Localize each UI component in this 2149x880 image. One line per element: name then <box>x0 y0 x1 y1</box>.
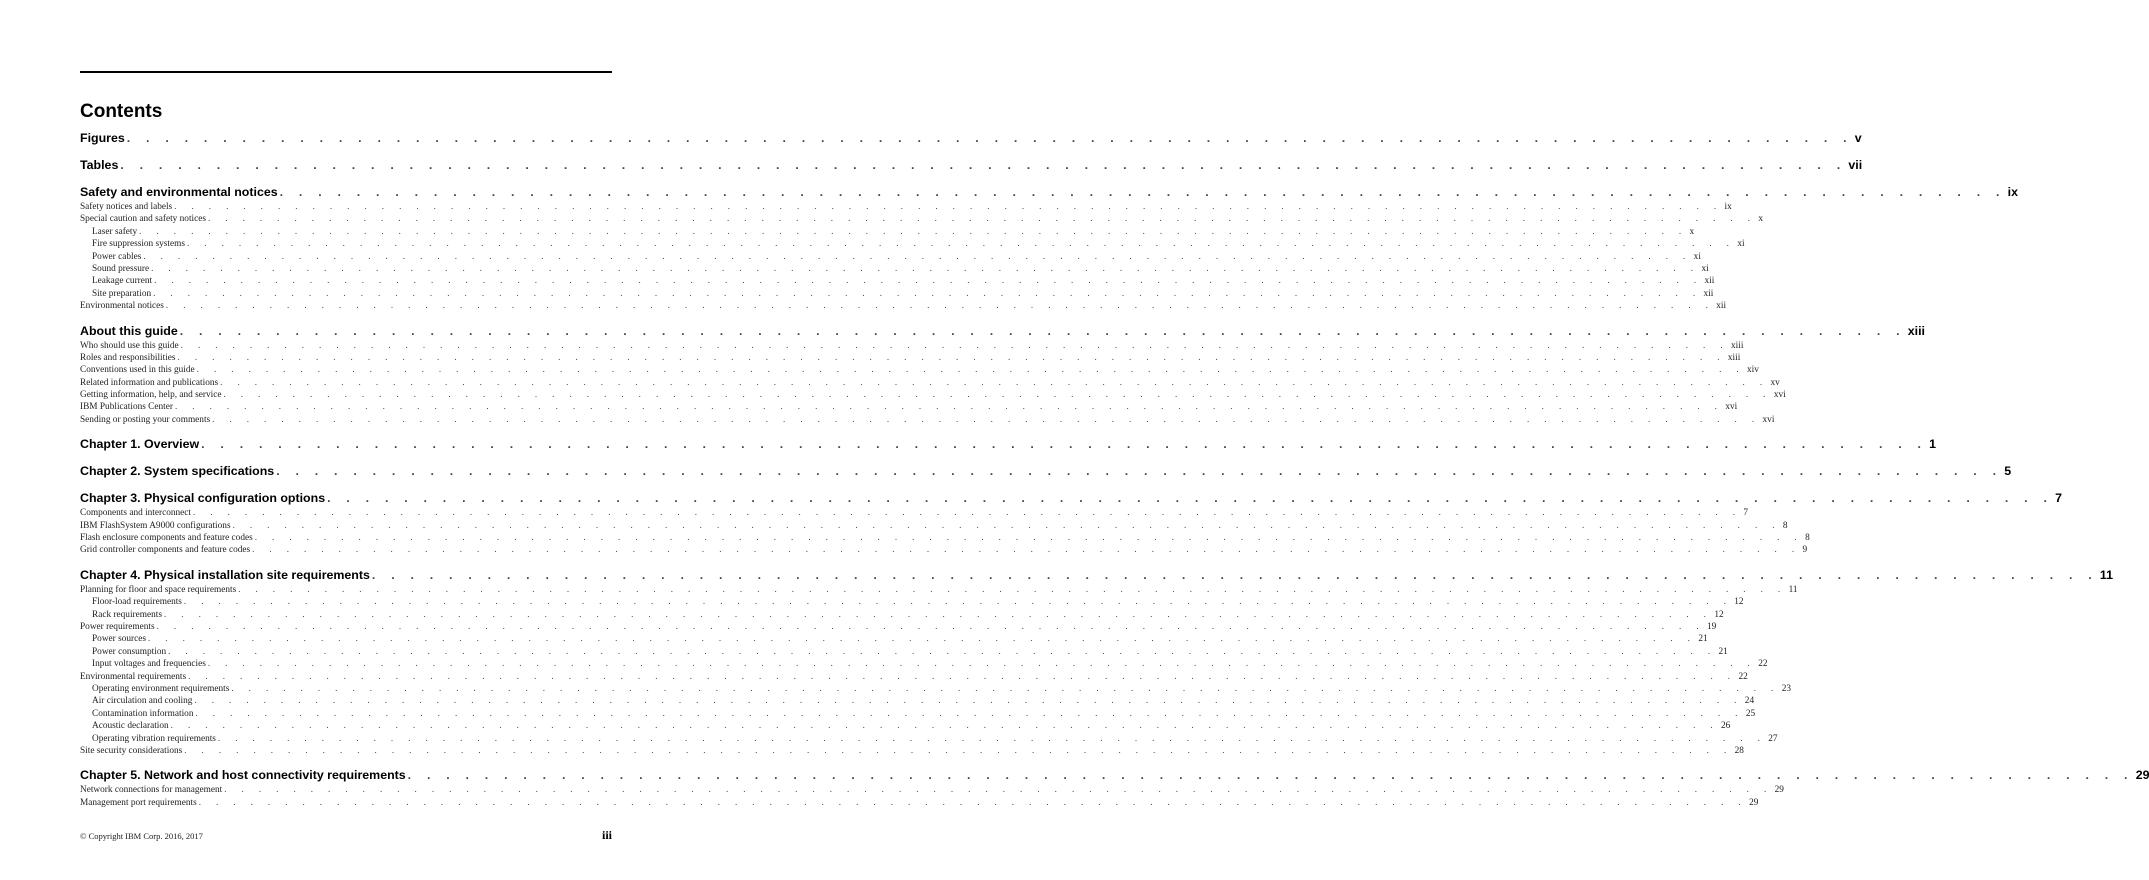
toc-entry-label: Network connections for management <box>80 785 223 796</box>
toc-entry-page: 11 <box>2099 567 2114 582</box>
toc-section-entry[interactable] <box>80 695 1755 707</box>
toc-entry-page: xvi <box>1762 414 1775 425</box>
toc-entry-label: Site preparation <box>92 288 152 299</box>
toc-entry-label: Floor-load requirements <box>92 597 182 608</box>
toc-entry-page: 7 <box>2055 491 2063 506</box>
toc-entry-page: 27 <box>1768 733 1778 744</box>
toc-entry-page: xi <box>1737 239 1745 250</box>
toc-entry-label: Flash enclosure components and feature codes <box>80 533 253 544</box>
toc-dot-leader: . . . . . . . . . . . . . . . . . . . . . . . . . . . . . . . . . . . . . . . . . . . . . . . . . . . . . . . . . . . . . . . . . . . . . . . . . . . . . . . . . . . . . . . . . . <box>177 351 1726 362</box>
toc-entry-page: 29 <box>2135 768 2149 783</box>
toc-section-entry[interactable] <box>80 645 1728 658</box>
toc-entry-label: Acoustic declaration <box>92 721 169 732</box>
toc-dot-leader: . . . . . . . . . . . . . . . . . . . . . . . . . . . . . . . . . . . . . . . . . . . . . . . . . . . . . . . . . . . . . . . . . . . . . . . . . . . . . . . . . . . . . . . . . . <box>153 287 1702 298</box>
toc-dot-leader: . . . . . . . . . . . . . . . . . . . . . . . . . . . . . . . . . . . . . . . . . . . . . . . . . . . . . . . . . . . . . . . . . . . . . . . . . . . . . . . . . . . . . . . . . . <box>223 389 1772 400</box>
toc-entry-label: Sending or posting your comments <box>80 414 211 425</box>
toc-entry-page: 9 <box>1802 545 1808 556</box>
toc-dot-leader: . . . . . . . . . . . . . . . . . . . . . . . . . . . . . . . . . . . . . . . . . . . . . . . . . . . . . . . . . . . . . . . . . . . . . . . . . . . . . . . . . . . . . . . . . . <box>174 201 1723 211</box>
toc-entry-label: Operating environment requirements <box>92 683 230 694</box>
toc-entry-page: xiii <box>1731 340 1744 351</box>
toc-entry-label: Power requirements <box>80 621 155 632</box>
toc-entry-page: v <box>1854 131 1862 145</box>
toc-chapter-entry[interactable] <box>80 464 2012 480</box>
toc-entry-page: 29 <box>1774 785 1784 796</box>
toc-entry-page: xiv <box>1747 365 1759 376</box>
toc-section-entry[interactable] <box>80 620 1717 633</box>
toc-dot-leader: . . . . . . . . . . . . . . . . . . . . . . . . . . . . . . . . . . . . . . . . . . . . . . . . . . . . . . . . . . . . . . . . . . . . . . . . . . . . . . . . . . . . . . . . . . <box>207 213 1757 224</box>
toc-section-entry[interactable] <box>80 339 1744 352</box>
toc-entry-page: 22 <box>1738 671 1748 682</box>
toc-entry-page: 28 <box>1734 745 1744 756</box>
toc-entry-label: Special caution and safety notices <box>80 214 206 225</box>
toc-entry-label: Figures <box>80 131 125 145</box>
toc-chapter-entry[interactable] <box>80 323 1925 340</box>
toc-dot-leader: . . . . . . . . . . . . . . . . . . . . . . . . . . . . . . . . . . . . . . . . . . . . . . . . . . . . . . . . . . . . . . . . . . . . . . . . . . . . . . . . . . . . . . . . . . <box>198 796 1748 807</box>
toc-section-entry[interactable] <box>80 596 1744 608</box>
toc-section-entry[interactable] <box>80 670 1748 683</box>
toc-chapter-entry[interactable] <box>80 768 2149 784</box>
toc-dot-leader: . . . . . . . . . . . . . . . . . . . . . . . . . . . . . . . . . . . . . . . . . . . . . . . . . . . . . . . . . . . . . . . . . . . . . . . . . . . . . . . . . . . . . . . . . . <box>252 544 1801 555</box>
toc-section-entry[interactable] <box>80 519 1788 532</box>
toc-dot-leader: . . . . . . . . . . . . . . . . . . . . . . . . . . . . . . . . . . . . . . . . . . . . . . . . . . . . . . . . . . . . . . . . . . . . . . . . . . . . . . . . . . . . . . . . . . <box>120 158 1847 172</box>
toc-entry-page: vii <box>1848 158 1863 172</box>
toc-entry-label: Conventions used in this guide <box>80 365 195 376</box>
toc-section-entry[interactable] <box>80 364 1759 376</box>
toc-entry-page: 8 <box>1805 533 1810 544</box>
toc-entry-page: ix <box>1724 202 1732 212</box>
toc-entry-label: Who should use this guide <box>80 340 179 351</box>
toc-entry-page: 5 <box>2004 464 2012 479</box>
toc-section-entry[interactable] <box>80 532 1810 544</box>
toc-entry-page: 21 <box>1718 646 1728 657</box>
toc-entry-label: Power cables <box>92 251 142 262</box>
toc-dot-leader: . . . . . . . . . . . . . . . . . . . . . . . . . . . . . . . . . . . . . . . . . . . . . . . . . . . . . . . . . . . . . . . . . . . . . . . . . . . . . . . . . . . . . . . . . . <box>139 225 1688 236</box>
toc-dot-leader: . . . . . . . . . . . . . . . . . . . . . . . . . . . . . . . . . . . . . . . . . . . . . . . . . . . . . . . . . . . . . . . . . . . . . . . . . . . . . . . . . . . . . . . . . . <box>217 732 1767 743</box>
page-title: Contents <box>80 101 163 122</box>
toc-section-entry[interactable] <box>80 507 1749 519</box>
toc-entry-page: xvi <box>1773 390 1786 401</box>
toc-dot-leader: . . . . . . . . . . . . . . . . . . . . . . . . . . . . . . . . . . . . . . . . . . . . . . . . . . . . . . . . . . . . . . . . . . . . . . . . . . . . . . . . . . . . . . . . . . <box>188 670 1737 681</box>
toc-entry-page: xiii <box>1727 352 1741 363</box>
toc-section-entry[interactable] <box>80 389 1786 401</box>
toc-section-entry[interactable] <box>80 262 1709 275</box>
toc-dot-leader: . . . . . . . . . . . . . . . . . . . . . . . . . . . . . . . . . . . . . . . . . . . . . . . . . . . . . . . . . . . . . . . . . . . . . . . . . . . . . . . . . . . . . . . . . . <box>327 491 2054 506</box>
toc-dot-leader: . . . . . . . . . . . . . . . . . . . . . . . . . . . . . . . . . . . . . . . . . . . . . . . . . . . . . . . . . . . . . . . . . . . . . . . . . . . . . . . . . . . . . . . . . . <box>276 464 2003 479</box>
toc-entry-page: xi <box>1693 251 1701 262</box>
toc-entry-page: 12 <box>1734 597 1744 608</box>
toc-entry-page: xv <box>1770 377 1780 388</box>
toc-dot-leader: . . . . . . . . . . . . . . . . . . . . . . . . . . . . . . . . . . . . . . . . . . . . . . . . . . . . . . . . . . . . . . . . . . . . . . . . . . . . . . . . . . . . . . . . . . <box>126 131 1853 145</box>
toc-entry-page: 26 <box>1721 721 1731 732</box>
toc-entry-page: xi <box>1701 263 1709 274</box>
toc-entry-label: Site security considerations <box>80 745 183 756</box>
toc-dot-leader: . . . . . . . . . . . . . . . . . . . . . . . . . . . . . . . . . . . . . . . . . . . . . . . . . . . . . . . . . . . . . . . . . . . . . . . . . . . . . . . . . . . . . . . . . . <box>165 300 1715 311</box>
toc-dot-leader: . . . . . . . . . . . . . . . . . . . . . . . . . . . . . . . . . . . . . . . . . . . . . . . . . . . . . . . . . . . . . . . . . . . . . . . . . . . . . . . . . . . . . . . . . . <box>179 323 1906 338</box>
toc-entry-page: 21 <box>1698 634 1708 645</box>
toc-entry-label: Chapter 4. Physical installation site requirements <box>80 567 370 582</box>
toc-entry-label: IBM FlashSystem A9000 configurations <box>80 520 231 531</box>
toc-entry-label: Safety and environmental notices <box>80 185 278 199</box>
toc-entry-page: xii <box>1704 276 1715 287</box>
toc-entry-label: Input voltages and frequencies <box>92 659 206 670</box>
toc-entry-label: Environmental notices <box>80 301 164 312</box>
toc-entry-page: 19 <box>1706 621 1717 632</box>
toc-entry-page: xvi <box>1725 402 1738 413</box>
toc-dot-leader: . . . . . . . . . . . . . . . . . . . . . . . . . . . . . . . . . . . . . . . . . . . . . . . . . . . . . . . . . . . . . . . . . . . . . . . . . . . . . . . . . . . . . . . . . . <box>232 519 1781 530</box>
toc-entry-label: Contamination information <box>92 708 194 719</box>
toc-section-entry[interactable] <box>80 544 1808 556</box>
toc-dot-leader: . . . . . . . . . . . . . . . . . . . . . . . . . . . . . . . . . . . . . . . . . . . . . . . . . . . . . . . . . . . . . . . . . . . . . . . . . . . . . . . . . . . . . . . . . . <box>174 401 1724 412</box>
toc-section-entry[interactable] <box>80 201 1732 213</box>
toc-dot-leader: . . . . . . . . . . . . . . . . . . . . . . . . . . . . . . . . . . . . . . . . . . . . . . . . . . . . . . . . . . . . . . . . . . . . . . . . . . . . . . . . . . . . . . . . . . <box>147 633 1697 644</box>
toc-dot-leader: . . . . . . . . . . . . . . . . . . . . . . . . . . . . . . . . . . . . . . . . . . . . . . . . . . . . . . . . . . . . . . . . . . . . . . . . . . . . . . . . . . . . . . . . . . <box>238 583 1787 594</box>
toc-section-entry[interactable] <box>80 583 1798 596</box>
toc-dot-leader: . . . . . . . . . . . . . . . . . . . . . . . . . . . . . . . . . . . . . . . . . . . . . . . . . . . . . . . . . . . . . . . . . . . . . . . . . . . . . . . . . . . . . . . . . . <box>184 744 1733 755</box>
toc-dot-leader: . . . . . . . . . . . . . . . . . . . . . . . . . . . . . . . . . . . . . . . . . . . . . . . . . . . . . . . . . . . . . . . . . . . . . . . . . . . . . . . . . . . . . . . . . . <box>183 596 1733 607</box>
toc-entry-label: Chapter 1. Overview <box>80 437 200 452</box>
toc-section-entry[interactable] <box>80 720 1731 732</box>
toc-chapter-entry[interactable] <box>80 158 1863 174</box>
toc-section-entry[interactable] <box>80 351 1741 364</box>
toc-dot-leader: . . . . . . . . . . . . . . . . . . . . . . . . . . . . . . . . . . . . . . . . . . . . . . . . . . . . . . . . . . . . . . . . . . . . . . . . . . . . . . . . . . . . . . . . . . <box>154 275 1703 286</box>
toc-dot-leader: . . . . . . . . . . . . . . . . . . . . . . . . . . . . . . . . . . . . . . . . . . . . . . . . . . . . . . . . . . . . . . . . . . . . . . . . . . . . . . . . . . . . . . . . . . <box>220 376 1769 387</box>
toc-entry-page: 12 <box>1714 609 1724 620</box>
toc-entry-page: xii <box>1716 301 1727 312</box>
toc-entry-label: Laser safety <box>92 226 138 237</box>
toc-entry-page: x <box>1758 214 1763 225</box>
toc-dot-leader: . . . . . . . . . . . . . . . . . . . . . . . . . . . . . . . . . . . . . . . . . . . . . . . . . . . . . . . . . . . . . . . . . . . . . . . . . . . . . . . . . . . . . . . . . . <box>212 413 1761 424</box>
toc-entry-label: Components and interconnect <box>80 508 192 519</box>
toc-entry-label: Chapter 5. Network and host connectivity requirements <box>80 768 406 783</box>
toc-section-entry[interactable] <box>80 238 1745 250</box>
toc-entry-label: Power sources <box>92 634 146 645</box>
toc-entry-page: ix <box>2007 185 2018 199</box>
toc-entry-page: xii <box>1703 288 1714 299</box>
toc-dot-leader: . . . . . . . . . . . . . . . . . . . . . . . . . . . . . . . . . . . . . . . . . . . . . . . . . . . . . . . . . . . . . . . . . . . . . . . . . . . . . . . . . . . . . . . . . . <box>156 620 1705 631</box>
toc-entry-page: 1 <box>1929 437 1937 452</box>
toc-dot-leader: . . . . . . . . . . . . . . . . . . . . . . . . . . . . . . . . . . . . . . . . . . . . . . . . . . . . . . . . . . . . . . . . . . . . . . . . . . . . . . . . . . . . . . . . . . <box>143 250 1692 261</box>
toc-entry-page: x <box>1689 226 1695 237</box>
toc-chapter-entry[interactable] <box>80 131 1862 147</box>
toc-entry-label: Fire suppression systems <box>92 239 185 250</box>
toc-section-entry[interactable] <box>80 401 1738 413</box>
toc-dot-leader: . . . . . . . . . . . . . . . . . . . . . . . . . . . . . . . . . . . . . . . . . . . . . . . . . . . . . . . . . . . . . . . . . . . . . . . . . . . . . . . . . . . . . . . . . . <box>279 185 2006 199</box>
toc-entry-label: Air circulation and cooling <box>92 696 193 707</box>
toc-section-entry[interactable] <box>80 732 1778 745</box>
toc-dot-leader: . . . . . . . . . . . . . . . . . . . . . . . . . . . . . . . . . . . . . . . . . . . . . . . . . . . . . . . . . . . . . . . . . . . . . . . . . . . . . . . . . . . . . . . . . . <box>151 262 1700 273</box>
toc-entry-page: 23 <box>1781 683 1791 694</box>
toc-entry-label: Planning for floor and space requirements <box>80 584 237 595</box>
toc-entry-label: Power consumption <box>92 646 167 657</box>
toc-entry-label: Chapter 3. Physical configuration options <box>80 491 326 506</box>
toc-section-entry[interactable] <box>80 225 1695 238</box>
toc-dot-leader: . . . . . . . . . . . . . . . . . . . . . . . . . . . . . . . . . . . . . . . . . . . . . . . . . . . . . . . . . . . . . . . . . . . . . . . . . . . . . . . . . . . . . . . . . . <box>163 608 1713 619</box>
toc-dot-leader: . . . . . . . . . . . . . . . . . . . . . . . . . . . . . . . . . . . . . . . . . . . . . . . . . . . . . . . . . . . . . . . . . . . . . . . . . . . . . . . . . . . . . . . . . . <box>407 768 2134 783</box>
header-rule <box>80 71 612 73</box>
toc-dot-leader: . . . . . . . . . . . . . . . . . . . . . . . . . . . . . . . . . . . . . . . . . . . . . . . . . . . . . . . . . . . . . . . . . . . . . . . . . . . . . . . . . . . . . . . . . . <box>231 682 1780 693</box>
toc-dot-leader: . . . . . . . . . . . . . . . . . . . . . . . . . . . . . . . . . . . . . . . . . . . . . . . . . . . . . . . . . . . . . . . . . . . . . . . . . . . . . . . . . . . . . . . . . . <box>170 720 1720 731</box>
toc-dot-leader: . . . . . . . . . . . . . . . . . . . . . . . . . . . . . . . . . . . . . . . . . . . . . . . . . . . . . . . . . . . . . . . . . . . . . . . . . . . . . . . . . . . . . . . . . . <box>201 437 1928 452</box>
toc-entry-label: Grid controller components and feature codes <box>80 545 251 556</box>
toc-entry-label: Leakage current <box>92 276 153 287</box>
toc-section-entry[interactable] <box>80 784 1784 796</box>
toc-entry-label: Related information and publications <box>80 377 219 388</box>
toc-section-entry[interactable] <box>80 275 1715 287</box>
toc-dot-leader: . . . . . . . . . . . . . . . . . . . . . . . . . . . . . . . . . . . . . . . . . . . . . . . . . . . . . . . . . . . . . . . . . . . . . . . . . . . . . . . . . . . . . . . . . . <box>207 658 1757 669</box>
toc-section-entry[interactable] <box>80 608 1724 621</box>
toc-dot-leader: . . . . . . . . . . . . . . . . . . . . . . . . . . . . . . . . . . . . . . . . . . . . . . . . . . . . . . . . . . . . . . . . . . . . . . . . . . . . . . . . . . . . . . . . . . <box>371 567 2098 582</box>
page-number: iii <box>601 828 612 842</box>
toc-entry-page: xiii <box>1907 323 1925 338</box>
toc-dot-leader: . . . . . . . . . . . . . . . . . . . . . . . . . . . . . . . . . . . . . . . . . . . . . . . . . . . . . . . . . . . . . . . . . . . . . . . . . . . . . . . . . . . . . . . . . . <box>254 532 1804 543</box>
toc-dot-leader: . . . . . . . . . . . . . . . . . . . . . . . . . . . . . . . . . . . . . . . . . . . . . . . . . . . . . . . . . . . . . . . . . . . . . . . . . . . . . . . . . . . . . . . . . . <box>168 645 1717 656</box>
toc-chapter-entry[interactable] <box>80 437 1937 453</box>
toc-section-entry[interactable] <box>80 250 1701 263</box>
toc-section-entry[interactable] <box>80 682 1791 695</box>
copyright-notice: © Copyright IBM Corp. 2016, 2017 <box>80 831 203 841</box>
toc-section-entry[interactable] <box>80 300 1727 312</box>
toc-entry-label: Getting information, help, and service <box>80 390 222 401</box>
toc-entry-page: 24 <box>1744 696 1755 707</box>
toc-chapter-entry[interactable] <box>80 567 2114 584</box>
toc-dot-leader: . . . . . . . . . . . . . . . . . . . . . . . . . . . . . . . . . . . . . . . . . . . . . . . . . . . . . . . . . . . . . . . . . . . . . . . . . . . . . . . . . . . . . . . . . . <box>224 784 1773 795</box>
toc-entry-label: IBM Publications Center <box>80 402 173 413</box>
toc-entry-page: 7 <box>1743 508 1749 519</box>
toc-entry-label: Management port requirements <box>80 797 197 808</box>
toc-entry-label: Roles and responsibilities <box>80 352 176 363</box>
toc-chapter-entry[interactable] <box>80 491 2063 507</box>
toc-entry-label: Operating vibration requirements <box>92 733 216 744</box>
toc-entry-label: Rack requirements <box>92 609 162 620</box>
toc-entry-page: 22 <box>1758 659 1768 670</box>
toc-section-entry[interactable] <box>80 376 1780 389</box>
toc-section-entry[interactable] <box>80 796 1759 809</box>
toc-entry-page: 29 <box>1749 797 1759 808</box>
toc-section-entry[interactable] <box>80 633 1708 645</box>
toc-section-entry[interactable] <box>80 413 1775 426</box>
toc-dot-leader: . . . . . . . . . . . . . . . . . . . . . . . . . . . . . . . . . . . . . . . . . . . . . . . . . . . . . . . . . . . . . . . . . . . . . . . . . . . . . . . . . . . . . . . . . . <box>180 339 1730 350</box>
toc-entry-page: 8 <box>1782 520 1788 531</box>
toc-entry-label: About this guide <box>80 323 178 338</box>
toc-chapter-entry[interactable] <box>80 185 2018 201</box>
toc-dot-leader: . . . . . . . . . . . . . . . . . . . . . . . . . . . . . . . . . . . . . . . . . . . . . . . . . . . . . . . . . . . . . . . . . . . . . . . . . . . . . . . . . . . . . . . . . . <box>196 364 1746 375</box>
toc-section-entry[interactable] <box>80 707 1756 720</box>
toc-entry-label: Sound pressure <box>92 263 150 274</box>
toc-dot-leader: . . . . . . . . . . . . . . . . . . . . . . . . . . . . . . . . . . . . . . . . . . . . . . . . . . . . . . . . . . . . . . . . . . . . . . . . . . . . . . . . . . . . . . . . . . <box>194 695 1743 706</box>
toc-entry-label: Safety notices and labels <box>80 202 173 212</box>
toc-entry-page: 11 <box>1788 584 1798 595</box>
toc-entry-page: 25 <box>1745 708 1756 719</box>
toc-section-entry[interactable] <box>80 213 1763 225</box>
toc-section-entry[interactable] <box>80 287 1714 300</box>
toc-dot-leader: . . . . . . . . . . . . . . . . . . . . . . . . . . . . . . . . . . . . . . . . . . . . . . . . . . . . . . . . . . . . . . . . . . . . . . . . . . . . . . . . . . . . . . . . . . <box>193 507 1742 518</box>
toc-dot-leader: . . . . . . . . . . . . . . . . . . . . . . . . . . . . . . . . . . . . . . . . . . . . . . . . . . . . . . . . . . . . . . . . . . . . . . . . . . . . . . . . . . . . . . . . . . <box>186 238 1736 249</box>
toc-entry-label: Environmental requirements <box>80 671 187 682</box>
toc-dot-leader: . . . . . . . . . . . . . . . . . . . . . . . . . . . . . . . . . . . . . . . . . . . . . . . . . . . . . . . . . . . . . . . . . . . . . . . . . . . . . . . . . . . . . . . . . . <box>195 707 1744 718</box>
toc-section-entry[interactable] <box>80 658 1768 670</box>
toc-entry-label: Tables <box>80 158 119 172</box>
table-of-contents <box>80 128 2149 809</box>
toc-section-entry[interactable] <box>80 744 1744 757</box>
toc-entry-label: Chapter 2. System specifications <box>80 464 275 479</box>
